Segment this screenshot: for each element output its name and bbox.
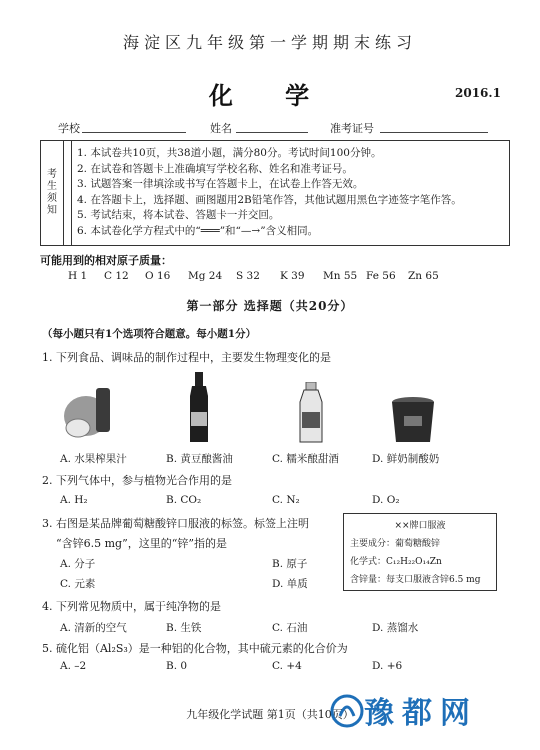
- atomic-mass-entry: Mn 55: [323, 270, 358, 282]
- soy-sauce-bottle-image: [186, 372, 212, 444]
- product-label-formula: 化学式：C₁₂H₂₂O₁₄Zn: [350, 557, 442, 567]
- q3-option-a[interactable]: A. 分子: [60, 558, 96, 570]
- q3-option-b[interactable]: B. 原子: [272, 558, 308, 570]
- question-3-stem-line-1: 3. 右图是某品牌葡萄糖酸锌口服液的标签。标签上注明: [42, 517, 309, 530]
- school-blank: [82, 122, 186, 133]
- q4-option-d[interactable]: D. 蒸馏水: [372, 622, 419, 634]
- school-label: 学校: [58, 122, 80, 135]
- exam-no-label: 准考证号: [330, 122, 374, 135]
- notice-item: 5. 考试结束，将本试卷、答题卡一并交回。: [77, 209, 280, 221]
- q5-option-d[interactable]: D. +6: [372, 660, 403, 672]
- product-label-ingredient: 主要成分：葡萄糖酸锌: [350, 539, 441, 549]
- notice-item: 6. 本试卷化学方程式中的“═══”和“—→”含义相同。: [77, 224, 319, 237]
- name-blank: [236, 122, 308, 133]
- q5-option-b[interactable]: B. 0: [166, 660, 188, 672]
- part-instruction: （每小题只有1个选项符合题意。每小题1分）: [42, 328, 257, 340]
- q4-option-c[interactable]: C. 石油: [272, 622, 308, 634]
- rice-wine-bottle-image: [296, 382, 326, 444]
- q4-option-b[interactable]: B. 生铁: [166, 622, 202, 634]
- atomic-mass-entry: S 32: [236, 270, 260, 282]
- question-5-stem: 5. 硫化铝（Al₂S₃）是一种铝的化合物，其中硫元素的化合价为: [42, 642, 348, 655]
- yogurt-maker-image: [390, 396, 436, 444]
- product-label-box: [343, 513, 497, 591]
- notice-item: 2. 在试卷和答题卡上准确填写学校名称、姓名和准考证号。: [77, 162, 353, 175]
- atomic-mass-entry: H 1: [68, 270, 88, 282]
- q1-option-c[interactable]: C. 糯米酿甜酒: [272, 453, 339, 465]
- atomic-mass-entry: K 39: [280, 270, 305, 282]
- question-1-stem: 1. 下列食品、调味品的制作过程中，主要发生物理变化的是: [42, 351, 331, 364]
- notice-list: [77, 146, 462, 239]
- notice-side-label: 考生须知: [41, 141, 64, 245]
- notice-divider: [63, 141, 72, 245]
- subject-title: 化 学: [208, 81, 332, 110]
- notice-item: 1. 本试卷共10页，共38道小题，满分80分。考试时间100分钟。: [77, 147, 382, 159]
- site-watermark: 豫都网: [364, 696, 478, 731]
- question-3-stem-line-2: “含锌6.5 mg”，这里的“锌”指的是: [56, 537, 227, 550]
- product-label-title: ××牌口服液: [394, 521, 446, 531]
- q2-option-b[interactable]: B. CO₂: [166, 494, 202, 506]
- exam-no-blank: [380, 122, 488, 133]
- question-4-stem: 4. 下列常见物质中，属于纯净物的是: [42, 600, 221, 613]
- q1-option-d[interactable]: D. 鲜奶制酸奶: [372, 453, 440, 465]
- exam-series-title: 海淀区九年级第一学期期末练习: [122, 33, 417, 52]
- exam-date: 2016.1: [455, 86, 501, 100]
- site-logo-icon: [330, 694, 364, 728]
- notice-item: 3. 试题答案一律填涂或书写在答题卡上，在试卷上作答无效。: [77, 178, 364, 190]
- question-2-stem: 2. 下列气体中，参与植物光合作用的是: [42, 474, 232, 487]
- atomic-mass-entry: C 12: [104, 270, 129, 282]
- atomic-mass-entry: Fe 56: [366, 270, 396, 282]
- atomic-mass-entry: Zn 65: [408, 270, 439, 282]
- q1-option-b[interactable]: B. 黄豆酿酱油: [166, 453, 233, 465]
- q3-option-d[interactable]: D. 单质: [272, 578, 308, 590]
- q2-option-d[interactable]: D. O₂: [372, 494, 400, 506]
- q3-option-c[interactable]: C. 元素: [60, 578, 96, 590]
- q5-option-a[interactable]: A. –2: [60, 660, 87, 672]
- atomic-mass-entry: Mg 24: [188, 270, 223, 282]
- fruit-juicer-image: [58, 386, 118, 442]
- q2-option-c[interactable]: C. N₂: [272, 494, 300, 506]
- page-footer: 九年级化学试题 第1页（共10页）: [186, 708, 354, 721]
- q2-option-a[interactable]: A. H₂: [60, 494, 88, 506]
- q1-option-a[interactable]: A. 水果榨果汁: [60, 453, 127, 465]
- candidate-notice-box: [40, 140, 510, 246]
- notice-item: 4. 在答题卡上，选择题、画图题用2B铅笔作答，其他试题用黑色字迹签字笔作答。: [77, 193, 462, 206]
- name-label: 姓名: [210, 122, 232, 135]
- product-label-zinc-content: 含锌量：每支口服液含锌6.5 mg: [350, 575, 481, 585]
- atomic-mass-title: 可能用到的相对原子质量：: [40, 254, 172, 267]
- atomic-mass-entry: O 16: [145, 270, 171, 282]
- q5-option-c[interactable]: C. +4: [272, 660, 302, 672]
- q4-option-a[interactable]: A. 清新的空气: [60, 622, 127, 634]
- part-title: 第一部分 选择题（共20分）: [186, 299, 354, 313]
